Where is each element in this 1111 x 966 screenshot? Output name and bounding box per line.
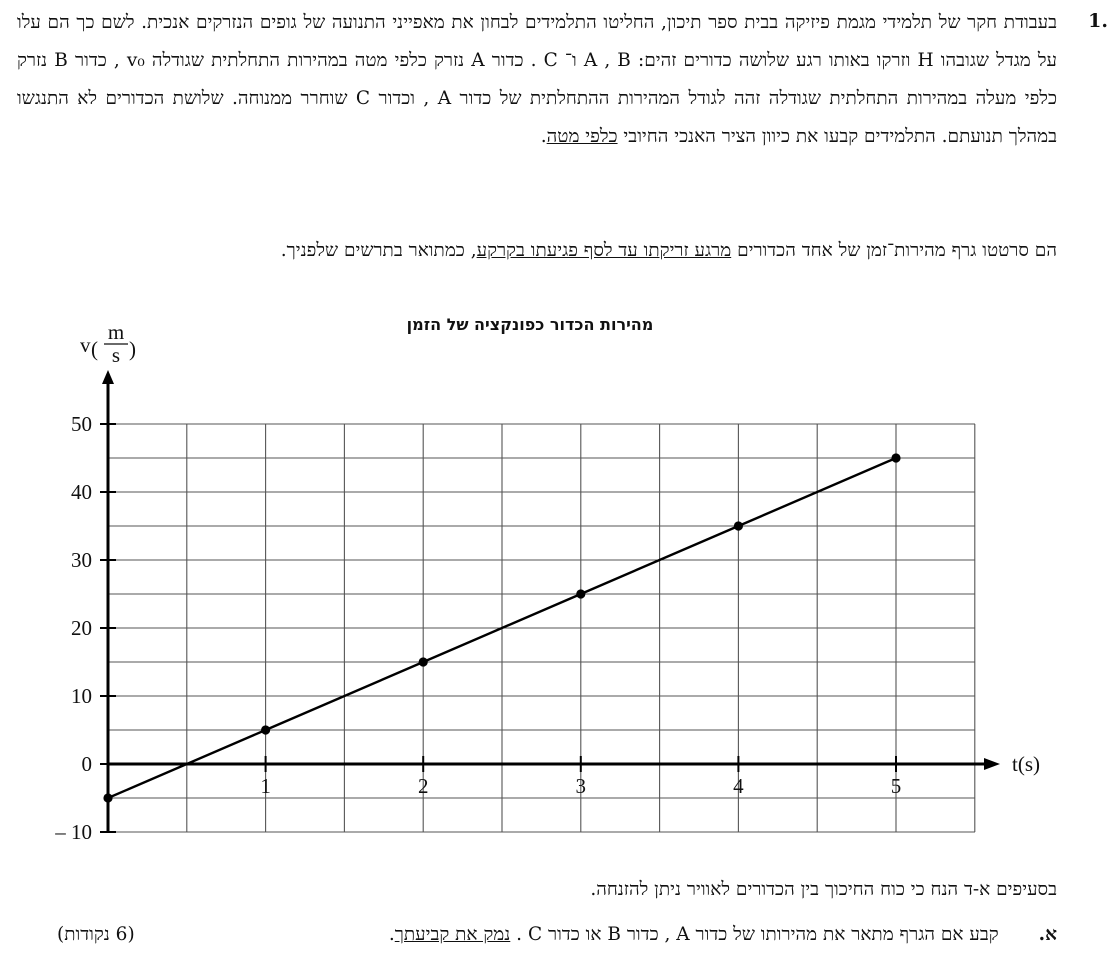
intro-line-2: כדור A נזרק כלפי מטה במהירות התחלתית שגודלה v₀ , כדור B נזרק כלפי מעלה במהירות התחלתית שגודלה זהה לגודל המהירות ההתחלתית של כדור A , וכדור C שוחרר ממנוחה. שלושת הכדורים לא התנגשו במהלך תנועתם. — [17, 50, 1057, 147]
y-tick-label: 40 — [71, 480, 92, 504]
y-axis-label — [80, 320, 136, 367]
y-axis-label-denominator: s — [111, 343, 121, 367]
x-tick-label: 2 — [417, 774, 429, 798]
y-tick-label: 10 — [71, 684, 92, 708]
y-axis-label-paren-open: ( — [91, 337, 98, 361]
y-tick-label: 0 — [81, 752, 92, 776]
graph-intro: הם סרטטו גרף מהירות־זמן של אחד הכדורים מרגע זריקתו עד לסף פגיעתו בקרקע, כמתואר בתרשים שלפניך. — [280, 240, 1057, 261]
data-point — [261, 725, 270, 734]
question-number: .1 — [1088, 10, 1108, 32]
data-point — [891, 453, 900, 462]
data-point — [576, 589, 585, 598]
chart-axes — [100, 370, 1000, 832]
question-a: א.קבע אם הגרף מתאר את מהירותו של כדור A , כדור B או כדור C . נמק את קביעתך. (6 נקודות) — [57, 924, 1057, 945]
question-a-letter: א. — [1038, 924, 1057, 945]
y-tick-label: 50 — [71, 412, 92, 436]
intro-text — [17, 4, 1057, 156]
question-a-points: (6 נקודות) — [57, 924, 135, 945]
intro-line-1: בעבודת חקר של תלמידי מגמת פיזיקה בבית ספר תיכון, החליטו התלמידים לבחון את מאפייני התנועה של גופים הנזרקים אנכית. לשם כך הם עלו על מגדל שגובהו H וזרקו באותו רגע שלושה כדורים זהים: A , B ו־ C . — [17, 12, 1057, 71]
data-point — [734, 521, 743, 530]
y-tick-label: 30 — [71, 548, 92, 572]
x-axis-arrowhead — [984, 758, 1000, 770]
x-tick-label: 4 — [733, 774, 744, 798]
chart-title: מהירות הכדור כפונקציה של הזמן — [406, 315, 654, 334]
question-a-justify: נמק את קביעתך — [394, 924, 511, 945]
chart-grid — [108, 424, 975, 832]
y-tick-label: 20 — [71, 616, 92, 640]
friction-note: בסעיפים א-ד הנח כי כוח החיכוך בין הכדורים לאוויר ניתן להזנחה. — [590, 879, 1057, 900]
direction-underlined: כלפי מטה — [546, 126, 618, 147]
data-point — [419, 657, 428, 666]
y-axis-label-paren-close: ) — [129, 337, 136, 361]
y-tick-label: – 10 — [55, 820, 92, 844]
y-axis-label-numerator: m — [107, 320, 125, 344]
x-tick-label: 3 — [575, 774, 587, 798]
intro-line-3: התלמידים קבעו את כיוון הציר האנכי החיובי כלפי מטה. — [540, 126, 936, 147]
x-axis-label: t(s) — [1012, 752, 1040, 776]
y-axis-arrowhead — [102, 370, 114, 384]
y-axis-label-v: v — [80, 333, 91, 357]
question-a-text: קבע אם הגרף מתאר את מהירותו של כדור A , כדור B או כדור C . — [510, 924, 999, 945]
velocity-time-chart — [0, 300, 1111, 860]
graph-intro-underlined: מרגע זריקתו עד לסף פגיעתו בקרקע — [476, 240, 732, 261]
x-tick-label: 1 — [260, 774, 271, 798]
x-tick-label: 5 — [890, 774, 902, 798]
data-point — [103, 793, 112, 802]
